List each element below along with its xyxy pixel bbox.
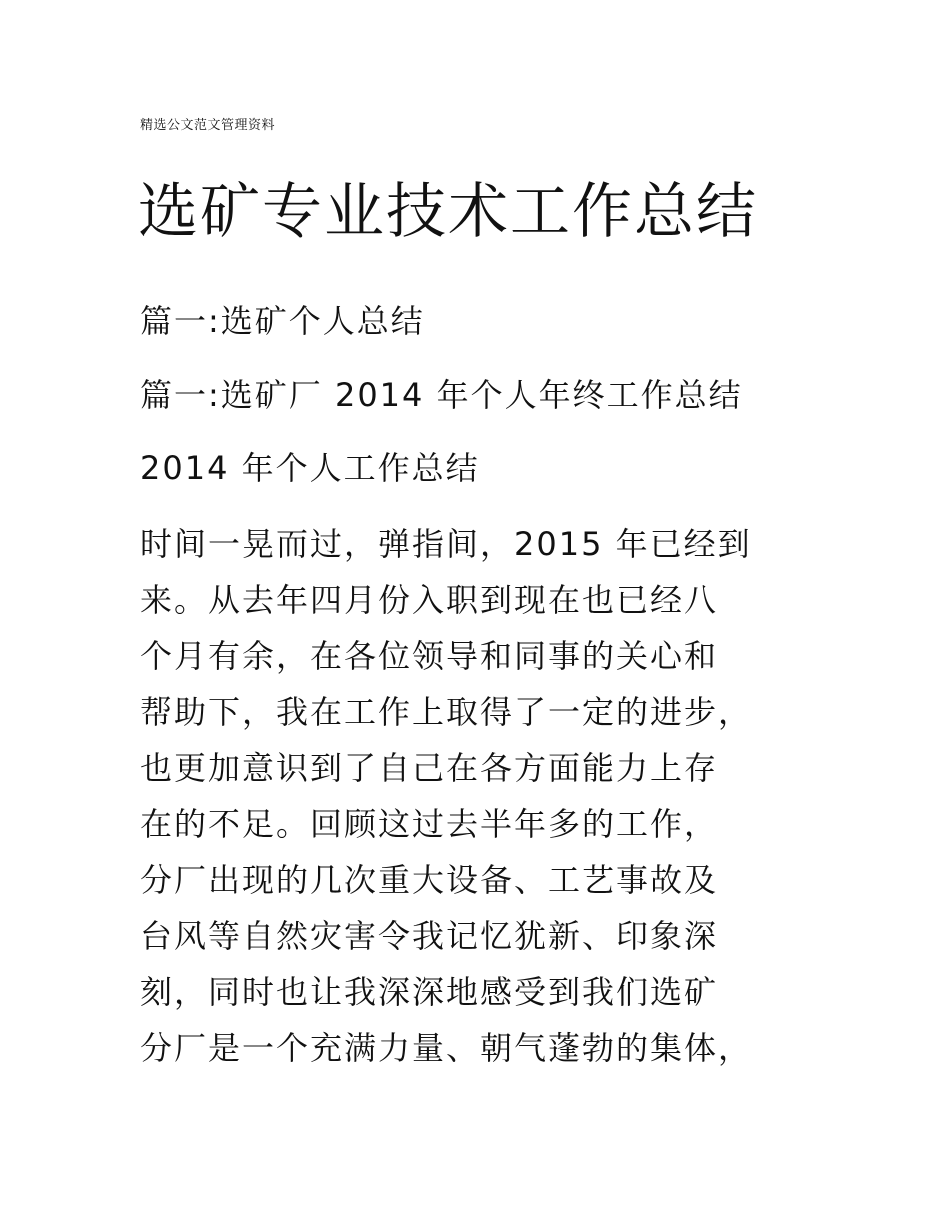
section-heading-2: 篇一:选矿厂 2014 年个人年终工作总结 bbox=[140, 376, 743, 414]
body-line: 分厂是一个充满力量、朝气蓬勃的集体， bbox=[140, 1029, 753, 1067]
body-line: 个月有余，在各位领导和同事的关心和 bbox=[140, 637, 719, 675]
body-line: 台风等自然灾害令我记忆犹新、印象深 bbox=[140, 917, 719, 955]
section-heading-3: 2014 年个人工作总结 bbox=[140, 449, 480, 487]
section-heading-1: 篇一:选矿个人总结 bbox=[140, 302, 425, 340]
body-line: 也更加意识到了自己在各方面能力上存 bbox=[140, 749, 719, 787]
body-line: 来。从去年四月份入职到现在也已经八 bbox=[140, 581, 719, 619]
body-line: 时间一晃而过，弹指间，2015 年已经到 bbox=[140, 525, 752, 563]
body-line: 帮助下，我在工作上取得了一定的进步， bbox=[140, 693, 753, 731]
document-title: 选矿专业技术工作总结 bbox=[138, 177, 758, 247]
body-line: 在的不足。回顾这过去半年多的工作， bbox=[140, 805, 719, 843]
body-line: 分厂出现的几次重大设备、工艺事故及 bbox=[140, 861, 719, 899]
body-line: 刻，同时也让我深深地感受到我们选矿 bbox=[140, 973, 719, 1011]
header-note: 精选公文范文管理资料 bbox=[140, 118, 276, 133]
